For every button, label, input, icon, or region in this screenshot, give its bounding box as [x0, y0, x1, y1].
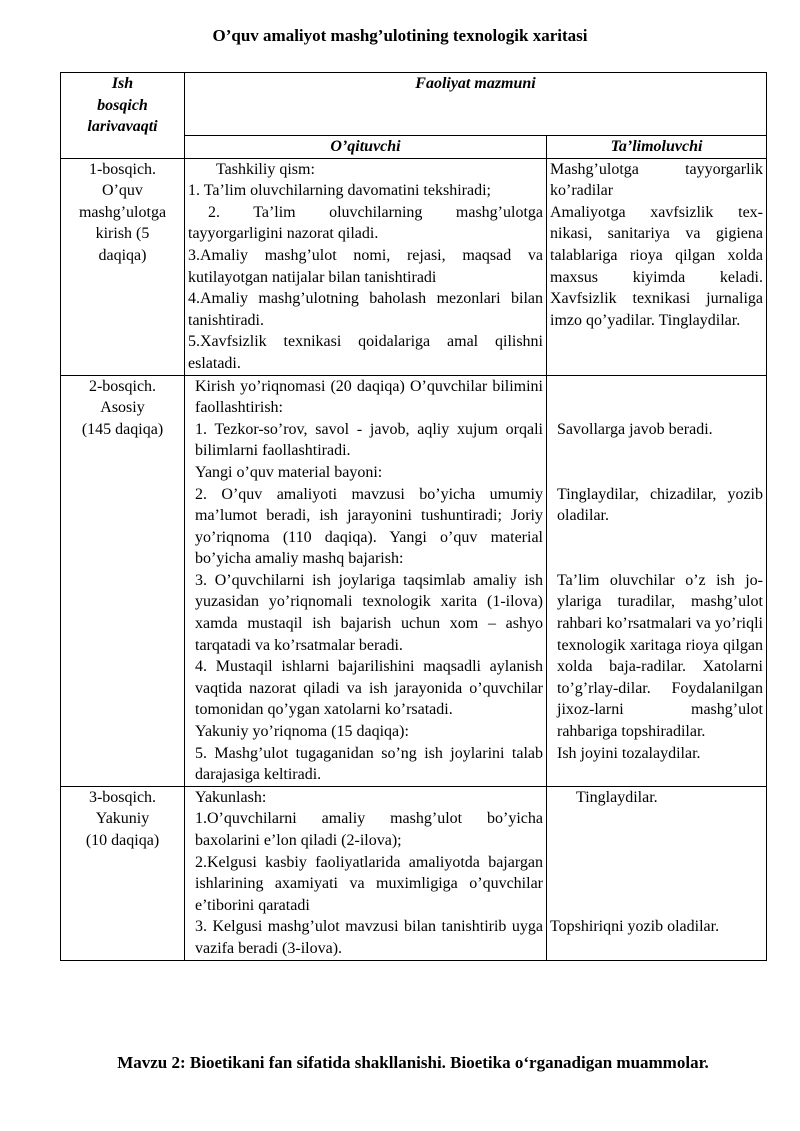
- table-row: [61, 375, 767, 786]
- stage-line: 3-bosqich.: [88, 788, 157, 806]
- students-header: Ta’limoluvchi: [547, 136, 767, 159]
- teacher-header: O’qituvchi: [185, 136, 547, 159]
- teacher-item: 3. Kelgusi mashg’ulot mavzusi bilan tanishtirib uyga vazifa beradi (3-ilova).: [195, 918, 543, 957]
- stage-line: O’quv: [102, 182, 143, 200]
- topic-heading: Mavzu 2: Bioetikani fan sifatida shakllanishi. Bioetika o‘rganadigan muammolar.: [117, 1053, 709, 1072]
- stage-line: kirish (5: [95, 225, 150, 243]
- stage-cell: [61, 375, 185, 786]
- students-item: Ish joyini tozalaydilar.: [557, 744, 701, 762]
- stage-line: 2-bosqich.: [88, 377, 157, 395]
- activity-header: Faoliyat mazmuni: [185, 73, 767, 136]
- teacher-cell: [185, 786, 547, 960]
- teacher-item: 5. Mashg’ulot tugaganidan so’ng ish joylarini talab darajasiga keltiradi.: [195, 744, 543, 784]
- stage-line: Asosiy: [100, 399, 145, 417]
- students-cell: [547, 158, 767, 375]
- students-item: Tinglaydilar, chizadilar, yozib oladilar.: [557, 485, 763, 525]
- students-item: Mashg’ulotga tayyorgarlik ko’radilar: [550, 160, 763, 200]
- table-header-row: [61, 73, 767, 136]
- stage-line: 1-bosqich.: [88, 160, 157, 178]
- teacher-item: 5.Xavfsizlik texnikasi qoidalariga amal qilishni eslatadi.: [188, 333, 543, 372]
- stage-line: mashg’ulotga: [78, 203, 167, 221]
- table-row: [61, 158, 767, 375]
- stage-cell: [61, 158, 185, 375]
- teacher-item: 1. Tezkor-so’rov, savol - javob, aqliy xujum orqali bilimlarni faollashtiradi.: [195, 420, 543, 460]
- teacher-item: Yangi o’quv material bayoni:: [195, 463, 383, 481]
- teacher-item: 4. Mustaqil ishlarni bajarilishini maqsadli aylanish vaqtida nazorat qiladi va ish jarayonida o’quvchilar tomonidan qo’ygan xatolarni ko’rsatadi.: [195, 658, 543, 719]
- students-cell: [547, 786, 767, 960]
- stage-cell: [61, 786, 185, 960]
- students-item: Topshiriqni yozib oladilar.: [550, 918, 720, 936]
- table-row: [61, 786, 767, 960]
- teacher-item: Kirish yo’riqnomasi (20 daqiqa) O’quvchilar bilimini faollashtirish:: [195, 377, 543, 417]
- stage-header-line: larivavaqti: [87, 118, 158, 136]
- stage-line: (145 daqiqa): [81, 420, 164, 438]
- teacher-item: Yakuniy yo’riqnoma (15 daqiqa):: [195, 723, 409, 741]
- stage-line: (10 daqiqa): [85, 832, 160, 849]
- stage-line: Yakuniy: [95, 810, 150, 828]
- teacher-item: Yakunlash:: [195, 788, 267, 806]
- stage-column-header: [61, 73, 185, 159]
- teacher-item: 3. O’quvchilarni ish joylariga taqsimlab amaliy ish yuzasidan yo’riqnomali texnologik xarita (1-ilova) xamda mustaqil ish bajarish uchun xom – ashyo tarqatadi va ko’rsatmalar beradi.: [195, 571, 543, 654]
- teacher-item: 1.O’quvchilarni amaliy mashg’ulot bo’yicha baxolarini e’lon qiladi (2-ilova);: [195, 810, 543, 849]
- students-item: Ta’lim oluvchilar o’z ish jo-ylariga turadilar, mashg’ulot rahbari ko’rsatmalari va yo’riqli texnologik xaritaga rioya qilgan xolda baja-radilar. Xatolarni to’g’rlay-dilar. Foydalanilgan jixoz-larni mashg’ulot rahbariga topshiradilar.: [557, 571, 763, 741]
- teacher-cell: [185, 158, 547, 375]
- students-item: Tinglaydilar.: [576, 788, 658, 806]
- students-cell: [547, 375, 767, 786]
- stage-header-line: Ish: [111, 75, 134, 92]
- teacher-item: 3.Amaliy mashg’ulot nomi, rejasi, maqsad va kutilayotgan natijalar bilan tanishtiradi: [188, 246, 543, 286]
- teacher-item: 4.Amaliy mashg’ulotning baholash mezonlari bilan tanishtiradi.: [188, 290, 543, 329]
- students-item: Savollarga javob beradi.: [557, 420, 713, 438]
- teacher-item: 2.Kelgusi kasbiy faoliyatlarida amaliyotda bajargan ishlarining axamiyati va muximligiga o’quvchilar e’tiborini qaratadi: [195, 853, 543, 914]
- stage-line: daqiqa): [98, 246, 147, 264]
- teacher-item: 2. O’quv amaliyoti mavzusi bo’yicha umumiy ma’lumot beradi, ish jarayonini tushuntiradi; Joriy yo’riqnoma (110 daqiqa). Yangi o’quv material bo’yicha amaliy mashq bajarish:: [195, 485, 543, 568]
- teacher-cell: [185, 375, 547, 786]
- stage-header-line: bosqich: [97, 96, 148, 114]
- students-item: Amaliyotga xavfsizlik tex-nikasi, sanitariya va gigiena talablariga rioya qilgan xolda maxsus kiyimda keladi. Xavfsizlik texnikasi jurnaliga imzo qo’yadilar. Tinglaydilar.: [550, 203, 763, 329]
- document-title: O’quv amaliyot mashg’ulotining texnologik xaritasi: [212, 26, 588, 45]
- teacher-item: Tashkiliy qism:: [216, 160, 315, 178]
- technology-map-table: [60, 72, 767, 961]
- teacher-item: 2. Ta’lim oluvchilarning mashg’ulotga tayyorgarligini nazorat qiladi.: [188, 203, 543, 243]
- teacher-item: 1. Ta’lim oluvchilarning davomatini tekshiradi;: [188, 182, 491, 200]
